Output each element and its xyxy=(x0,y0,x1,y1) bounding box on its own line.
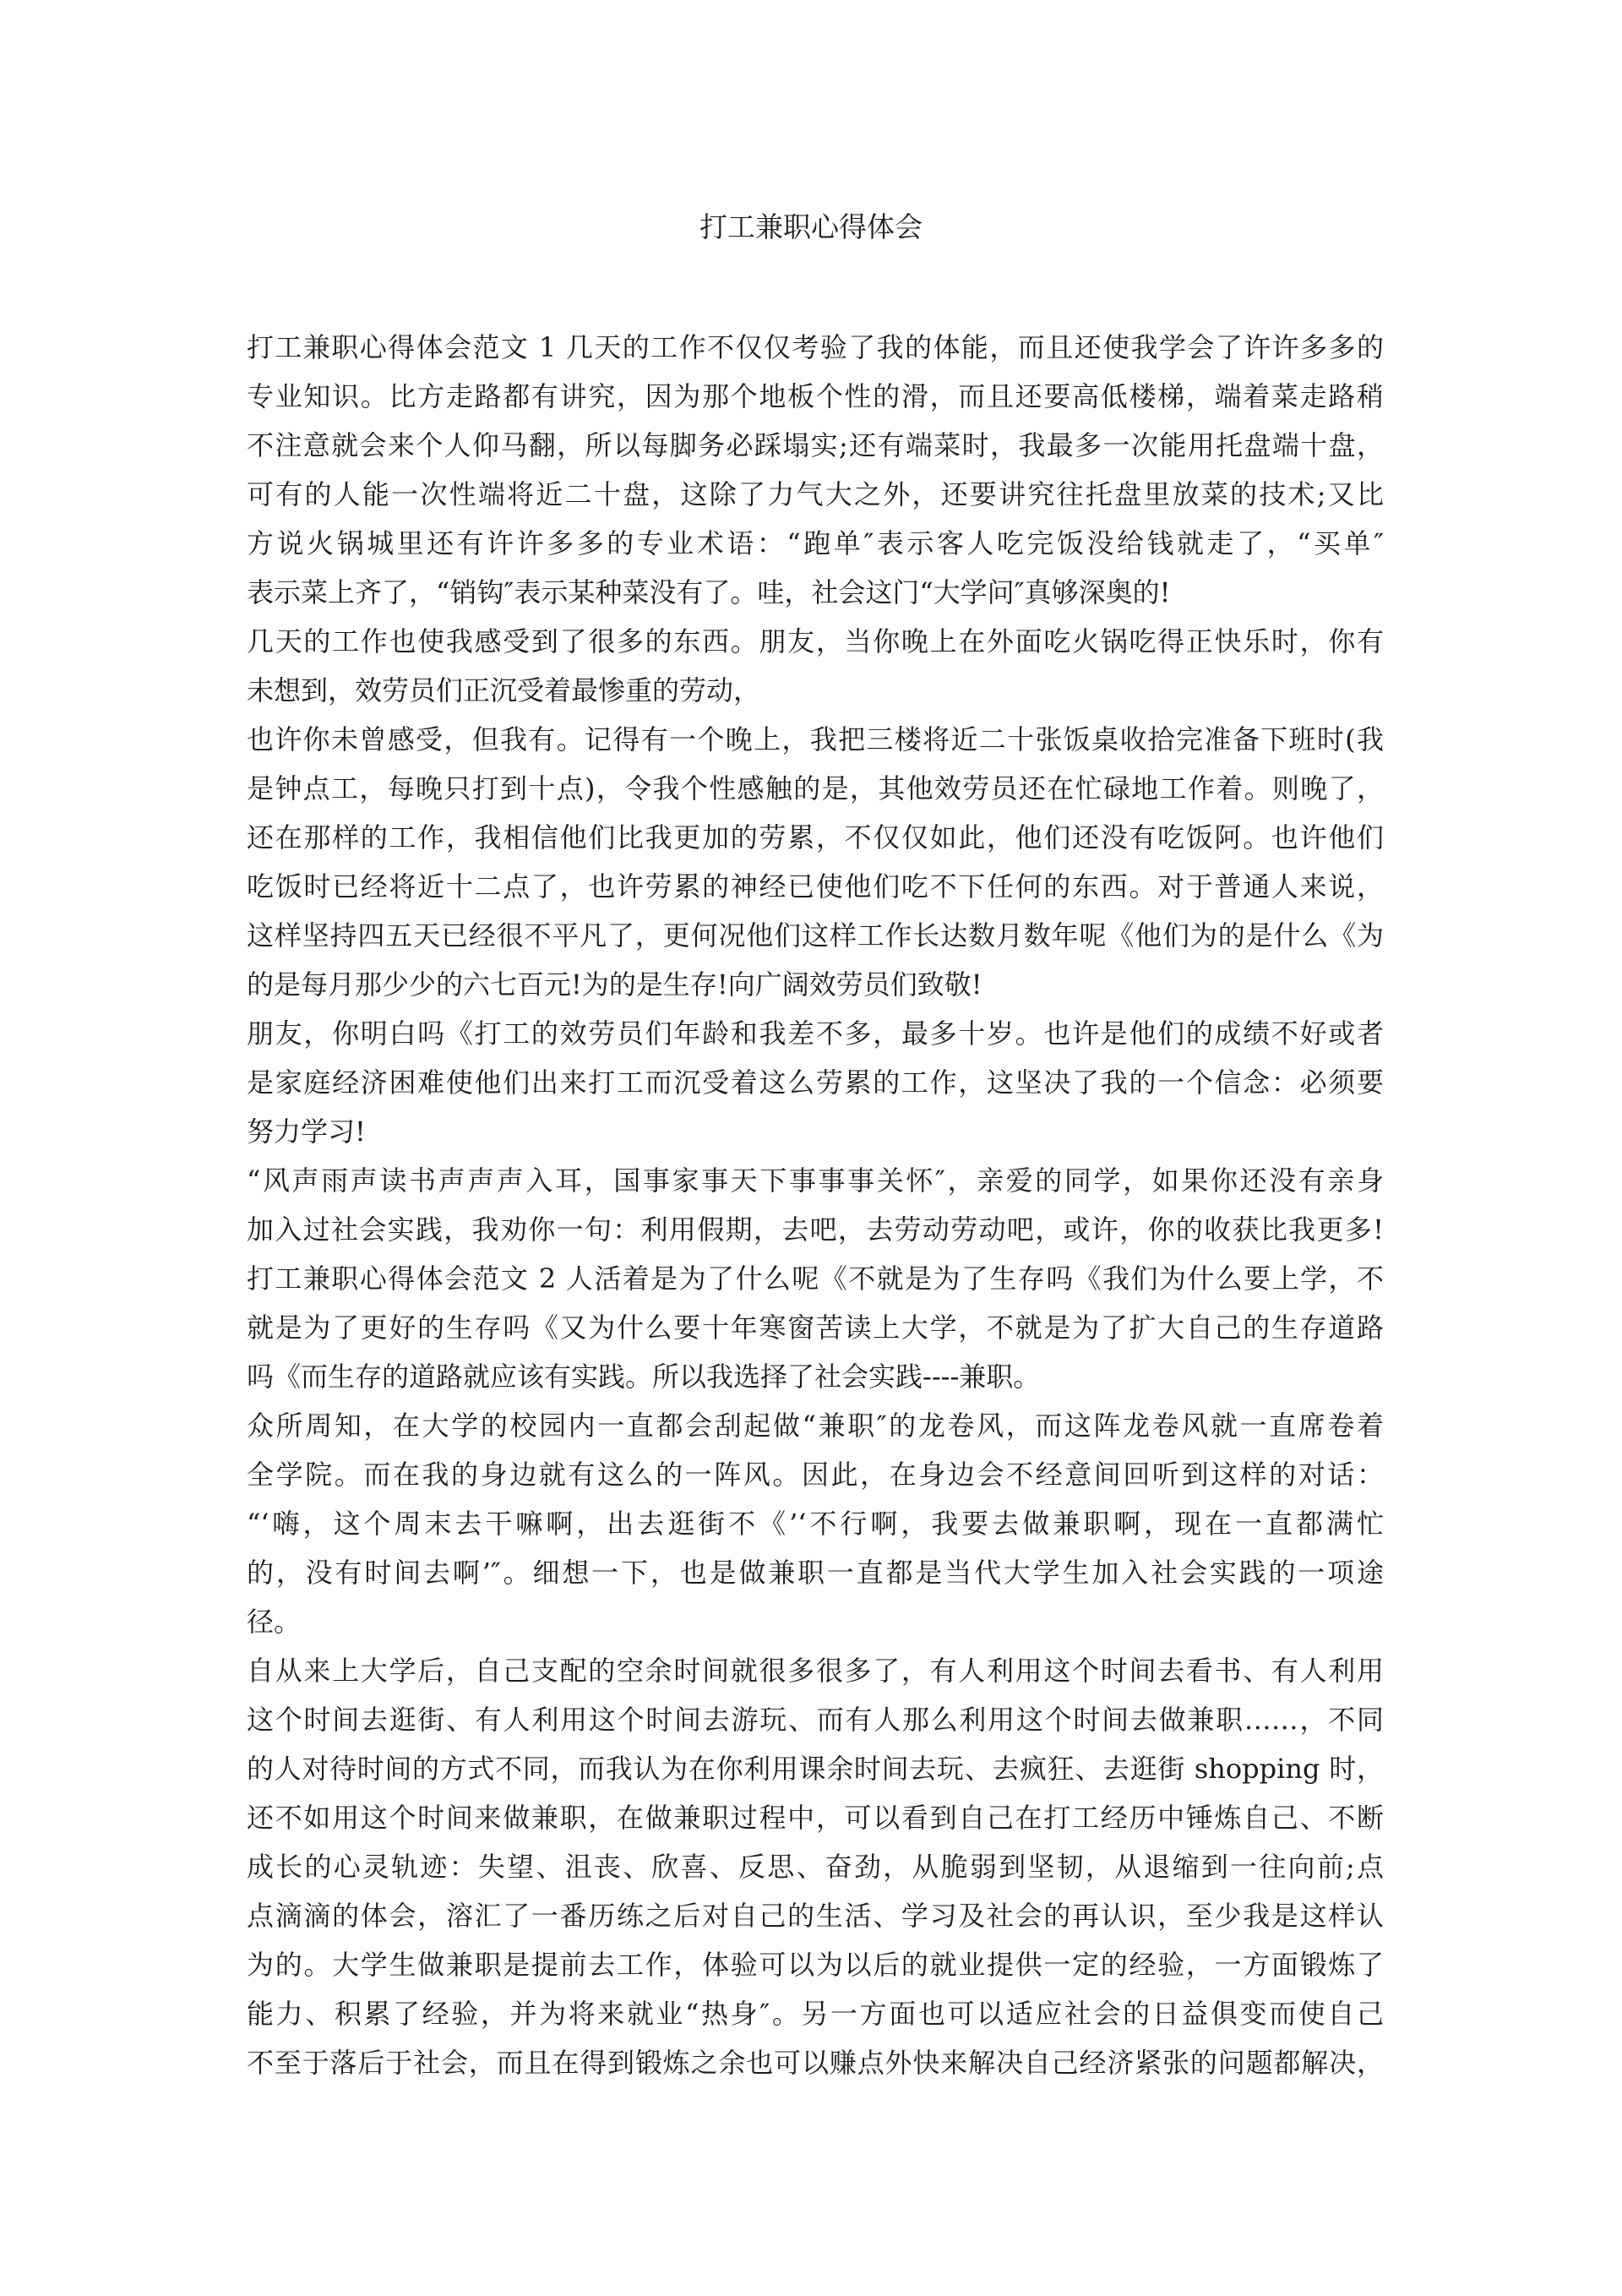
text-line: 专业知识。比方走路都有讲究，因为那个地板个性的滑，而且还要高低楼梯，端着菜走路稍 xyxy=(247,380,1384,412)
text-line: 众所周知，在大学的校园内一直都会刮起做“兼职″的龙卷风，而这阵龙卷风就一直席卷着 xyxy=(247,1410,1384,1442)
paragraph xyxy=(247,1646,1384,2087)
paragraph xyxy=(247,617,1384,715)
text-line: 吃饭时已经将近十二点了，也许劳累的神经已使他们吃不下任何的东西。对于普通人来说， xyxy=(247,870,1384,903)
text-line: 不至于落后于社会，而且在得到锻炼之余也可以赚点外快来解决自己经济紧张的问题都解决， xyxy=(247,2047,1384,2079)
text-line: 的，没有时间去啊’″。细想一下，也是做兼职一直都是当代大学生加入社会实践的一项途 xyxy=(247,1557,1384,1589)
text-line: 还在那样的工作，我相信他们比我更加的劳累，不仅仅如此，他们还没有吃饭阿。也许他们 xyxy=(247,821,1384,854)
text-line: 能力、积累了经验，并为将来就业“热身″。另一方面也可以适应社会的日益俱变而使自己 xyxy=(247,1998,1384,2030)
text-line: 就是为了更好的生存吗《又为什么要十年寒窗苦读上大学，不就是为了扩大自己的生存道路 xyxy=(247,1312,1384,1344)
text-line: 是家庭经济困难使他们出来打工而沉受着这么劳累的工作，这坚决了我的一个信念：必须要 xyxy=(247,1066,1384,1099)
document-title: 打工兼职心得体会 xyxy=(699,210,923,243)
text-line: 打工兼职心得体会范文 1 几天的工作不仅仅考验了我的体能，而且还使我学会了许许多多的 xyxy=(247,331,1384,363)
text-line: 还不如用这个时间来做兼职，在做兼职过程中，可以看到自己在打工经历中锤炼自己、不断 xyxy=(247,1802,1384,1834)
text-line: 是钟点工，每晚只打到十点)，令我个性感触的是，其他效劳员还在忙碌地工作着。则晚了， xyxy=(247,772,1384,804)
text-line: 加入过社会实践，我劝你一句：利用假期，去吧，去劳动劳动吧，或许，你的收获比我更多! xyxy=(247,1213,1384,1246)
text-line: “‘嗨，这个周末去干嘛啊，出去逛街不《’‘不行啊，我要去做兼职啊，现在一直都满忙 xyxy=(247,1508,1384,1540)
text-line: 表示菜上齐了，“销钩″表示某种菜没有了。哇，社会这门“大学问″真够深奥的! xyxy=(247,576,1171,608)
text-line: 努力学习! xyxy=(247,1115,366,1148)
text-line: 打工兼职心得体会范文 2 人活着是为了什么呢《不就是为了生存吗《我们为什么要上学，不 xyxy=(247,1263,1384,1295)
text-line: 点滴滴的体会，溶汇了一番历练之后对自己的生活、学习及社会的再认识，至少我是这样认 xyxy=(247,1900,1384,1932)
text-line: 的人对待时间的方式不同，而我认为在你利用课余时间去玩、去疯狂、去逛街 shopping 时， xyxy=(247,1753,1384,1785)
paragraph xyxy=(247,1156,1384,1254)
text-line: 为的。大学生做兼职是提前去工作，体验可以为以后的就业提供一定的经验，一方面锻炼了 xyxy=(247,1949,1384,1981)
text-line: 的是每月那少少的六七百元!为的是生存!向广阔效劳员们致敬! xyxy=(247,968,982,1001)
text-line: 未想到，效劳员们正沉受着最惨重的劳动， xyxy=(247,674,761,706)
paragraph xyxy=(247,323,1384,617)
paragraph xyxy=(247,715,1384,1009)
text-line: 不注意就会来个人仰马翻，所以每脚务必踩塌实;还有端菜时，我最多一次能用托盘端十盘， xyxy=(247,429,1384,461)
text-line: “风声雨声读书声声声入耳，国事家事天下事事事关怀″，亲爱的同学，如果你还没有亲身 xyxy=(247,1164,1384,1197)
text-line: 方说火锅城里还有许许多多的专业术语：“跑单″表示客人吃完饭没给钱就走了，“买单″ xyxy=(247,527,1384,559)
text-line: 径。 xyxy=(247,1606,302,1638)
text-line: 全学院。而在我的身边就有这么的一阵风。因此，在身边会不经意间回听到这样的对话： xyxy=(247,1459,1384,1491)
text-line: 成长的心灵轨迹：失望、沮丧、欣喜、反思、奋劲，从脆弱到坚韧，从退缩到一往向前;点 xyxy=(247,1851,1384,1883)
text-line: 朋友，你明白吗《打工的效劳员们年龄和我差不多，最多十岁。也许是他们的成绩不好或者 xyxy=(247,1017,1384,1050)
text-line: 几天的工作也使我感受到了很多的东西。朋友，当你晚上在外面吃火锅吃得正快乐时，你有 xyxy=(247,625,1384,657)
paragraph xyxy=(247,1401,1384,1646)
paragraph xyxy=(247,1254,1384,1401)
text-line: 自从来上大学后，自己支配的空余时间就很多很多了，有人利用这个时间去看书、有人利用 xyxy=(247,1655,1384,1687)
paragraph xyxy=(247,1009,1384,1156)
text-line: 也许你未曾感受，但我有。记得有一个晚上，我把三楼将近二十张饭桌收拾完准备下班时(我 xyxy=(247,723,1384,755)
text-line: 这样坚持四五天已经很不平凡了，更何况他们这样工作长达数月数年呢《他们为的是什么《为 xyxy=(247,919,1384,952)
document-body xyxy=(247,323,1384,2087)
text-line: 这个时间去逛街、有人利用这个时间去游玩、而有人那么利用这个时间去做兼职……，不同 xyxy=(247,1704,1384,1736)
text-line: 吗《而生存的道路就应该有实践。所以我选择了社会实践----兼职。 xyxy=(247,1361,1041,1393)
text-line: 可有的人能一次性端将近二十盘，这除了力气大之外，还要讲究往托盘里放菜的技术;又比 xyxy=(247,478,1384,510)
